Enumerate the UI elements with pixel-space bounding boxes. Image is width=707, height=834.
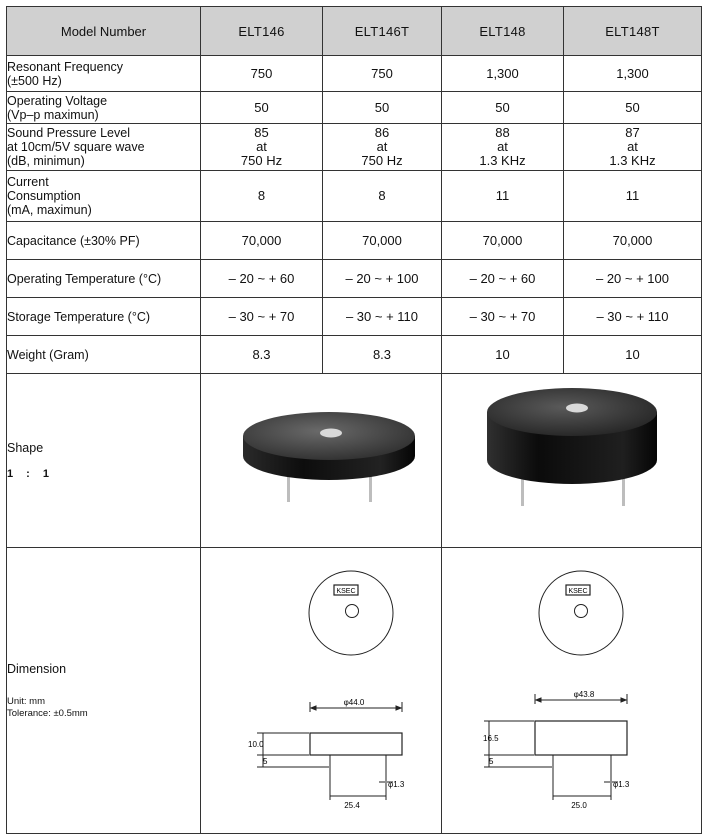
spec-value-line: 8 xyxy=(378,188,386,203)
dimension-label-cell xyxy=(7,548,201,834)
spec-value-line: at xyxy=(497,139,508,154)
spec-value-cell xyxy=(442,222,564,260)
spec-value-cell xyxy=(323,222,442,260)
spec-label-line: Operating Temperature (°C) xyxy=(7,271,162,286)
spec-value-line: 70,000 xyxy=(482,232,523,248)
spec-value-cell xyxy=(201,56,323,92)
shape-photo-elt148 xyxy=(442,374,702,548)
spec-value-cell xyxy=(442,92,564,124)
spec-value-cell xyxy=(442,171,564,222)
spec-table xyxy=(6,6,702,834)
spec-value-line: – 30 ~ + 110 xyxy=(596,308,669,324)
spec-label-line: (±500 Hz) xyxy=(7,73,62,88)
spec-label-line: Operating Voltage xyxy=(7,93,108,108)
dimension-unit: Unit: mm xyxy=(7,695,45,707)
spec-value-cell xyxy=(564,260,702,298)
top-view-hole xyxy=(575,605,588,618)
header-model-elt146: ELT146 xyxy=(201,7,323,56)
spec-row-label xyxy=(7,56,201,92)
spec-value-cell xyxy=(323,124,442,171)
spec-value-line: 70,000 xyxy=(612,232,653,248)
pin-spacing-label: 25.0 xyxy=(571,801,587,810)
buzzer-photo-thin xyxy=(201,374,442,542)
spec-value-line: 70,000 xyxy=(241,232,282,248)
spec-value-line: 50 xyxy=(625,99,640,115)
spec-value-line: 750 Hz xyxy=(240,153,283,168)
spec-value-line: 8.3 xyxy=(252,346,271,362)
spec-label-line: Capacitance (±30% PF) xyxy=(7,233,140,248)
spec-value-line: – 30 ~ + 70 xyxy=(469,308,536,324)
spec-row xyxy=(7,171,702,222)
height-label: 16.5 xyxy=(483,734,499,743)
shape-label-cell xyxy=(7,374,201,548)
spec-row xyxy=(7,336,702,374)
spec-value-cell xyxy=(442,336,564,374)
shape-title: Shape xyxy=(7,440,44,455)
spec-label-line: Storage Temperature (°C) xyxy=(7,309,151,324)
spec-body xyxy=(7,56,702,374)
spec-value-line: – 30 ~ + 110 xyxy=(345,308,419,324)
spec-value-line: 8.3 xyxy=(372,346,392,362)
spec-value-line: – 20 ~ + 60 xyxy=(228,270,295,286)
spec-value-cell xyxy=(323,298,442,336)
side-view-body xyxy=(535,721,627,755)
spec-value-line: 10 xyxy=(625,346,640,362)
header-model-elt148t: ELT148T xyxy=(564,7,702,56)
ksec-badge-label: KSEC xyxy=(568,588,588,595)
spec-value-cell xyxy=(201,124,323,171)
spec-label-line: Consumption xyxy=(7,189,81,203)
spec-row xyxy=(7,92,702,124)
spec-value-line: 750 xyxy=(250,65,273,81)
spec-value-cell xyxy=(323,336,442,374)
spec-label-line: (Vp–p maximun) xyxy=(7,107,99,122)
spec-value-cell xyxy=(201,336,323,374)
spec-label-line: Weight (Gram) xyxy=(7,347,89,362)
spec-row-label xyxy=(7,92,201,124)
top-view-circle xyxy=(309,571,393,655)
buzzer-photo-tall xyxy=(442,374,702,542)
spec-value-cell xyxy=(564,124,702,171)
spec-value-line: 1,300 xyxy=(616,65,649,81)
spec-value-cell xyxy=(201,298,323,336)
spec-label-line: (mA, maximun) xyxy=(7,203,92,217)
spec-value-line: 750 Hz xyxy=(361,153,403,168)
pin-length-label: 5 xyxy=(263,757,268,766)
spec-value-cell xyxy=(442,298,564,336)
spec-value-cell xyxy=(442,124,564,171)
spec-value-cell xyxy=(564,92,702,124)
height-label: 10.0 xyxy=(248,740,264,749)
spec-label-line: Resonant Frequency xyxy=(7,59,124,74)
spec-value-line: 86 xyxy=(374,125,390,140)
spec-label-line: Sound Pressure Level xyxy=(7,126,130,140)
spec-value-line: 1.3 KHz xyxy=(609,153,656,168)
spec-row xyxy=(7,124,702,171)
spec-row xyxy=(7,222,702,260)
spec-value-line: at xyxy=(627,139,638,154)
spec-value-cell xyxy=(201,92,323,124)
spec-value-cell xyxy=(323,92,442,124)
diameter-label: φ43.8 xyxy=(573,690,595,699)
spec-row-label xyxy=(7,298,201,336)
spec-value-line: 750 xyxy=(371,65,393,81)
dimension-tolerance: Tolerance: ±0.5mm xyxy=(7,707,88,719)
pin-length-label: 5 xyxy=(489,757,494,766)
spec-row xyxy=(7,56,702,92)
pin-dia-label: φ1.3 xyxy=(388,780,405,789)
spec-value-cell xyxy=(564,298,702,336)
spec-value-line: – 20 ~ + 100 xyxy=(595,270,669,286)
spec-value-line: 50 xyxy=(495,99,510,115)
spec-value-line: – 20 ~ + 60 xyxy=(469,270,536,286)
header-model-elt146t: ELT146T xyxy=(323,7,442,56)
spec-value-line: 1,300 xyxy=(486,65,519,81)
spec-value-cell xyxy=(323,260,442,298)
spec-label-line: (dB, minimun) xyxy=(7,154,85,168)
spec-row-label xyxy=(7,260,201,298)
spec-value-line: 50 xyxy=(374,99,390,115)
spec-row-label xyxy=(7,171,201,222)
top-view-circle xyxy=(539,571,623,655)
shape-row xyxy=(7,374,702,548)
spec-value-cell xyxy=(323,56,442,92)
spec-value-cell xyxy=(564,171,702,222)
spec-label-line: at 10cm/5V square wave xyxy=(7,140,145,154)
dimension-drawing-elt146 xyxy=(201,548,442,834)
spec-value-cell xyxy=(201,222,323,260)
spec-row xyxy=(7,298,702,336)
header-model-elt148: ELT148 xyxy=(442,7,564,56)
spec-value-line: at xyxy=(376,139,388,154)
spec-value-line: 11 xyxy=(495,188,510,203)
spec-value-line: – 20 ~ + 100 xyxy=(345,270,419,286)
ksec-badge-label: KSEC xyxy=(336,588,356,595)
spec-value-cell xyxy=(564,336,702,374)
header-model-number: Model Number xyxy=(7,7,201,56)
spec-row-label xyxy=(7,336,201,374)
dimension-row xyxy=(7,548,702,834)
spec-row xyxy=(7,260,702,298)
header-row xyxy=(7,7,702,56)
diameter-label: φ44.0 xyxy=(343,698,365,707)
side-view-body xyxy=(310,733,402,755)
sound-hole xyxy=(566,404,588,413)
spec-value-cell xyxy=(201,260,323,298)
spec-value-line: at xyxy=(256,139,267,154)
spec-value-cell xyxy=(201,171,323,222)
spec-value-line: 8 xyxy=(257,188,266,203)
spec-value-cell xyxy=(323,171,442,222)
dimension-drawing-thin xyxy=(201,548,442,828)
sound-hole xyxy=(320,429,342,438)
dimension-drawing-tall xyxy=(442,548,702,828)
spec-label-line: Current xyxy=(7,175,49,189)
spec-value-line: 85 xyxy=(254,125,269,140)
shape-photo-elt146 xyxy=(201,374,442,548)
pin-dia-label: φ1.3 xyxy=(613,780,630,789)
spec-row-label xyxy=(7,124,201,171)
spec-value-cell xyxy=(564,222,702,260)
dimension-drawing-elt148 xyxy=(442,548,702,834)
spec-value-line: 87 xyxy=(625,125,640,140)
shape-scale: 1 : 1 xyxy=(7,467,55,480)
spec-value-line: 1.3 KHz xyxy=(479,153,526,168)
spec-value-cell xyxy=(564,56,702,92)
spec-value-line: 88 xyxy=(495,125,510,140)
spec-value-line: 10 xyxy=(495,346,510,362)
dimension-title: Dimension xyxy=(7,661,67,676)
spec-value-cell xyxy=(442,260,564,298)
spec-value-line: 70,000 xyxy=(362,232,402,248)
spec-value-cell xyxy=(442,56,564,92)
spec-value-line: 50 xyxy=(254,99,269,115)
spec-row-label xyxy=(7,222,201,260)
spec-value-line: – 30 ~ + 70 xyxy=(228,308,295,324)
spec-value-line: 11 xyxy=(625,188,640,203)
pin-spacing-label: 25.4 xyxy=(344,801,360,810)
top-view-hole xyxy=(346,605,359,618)
